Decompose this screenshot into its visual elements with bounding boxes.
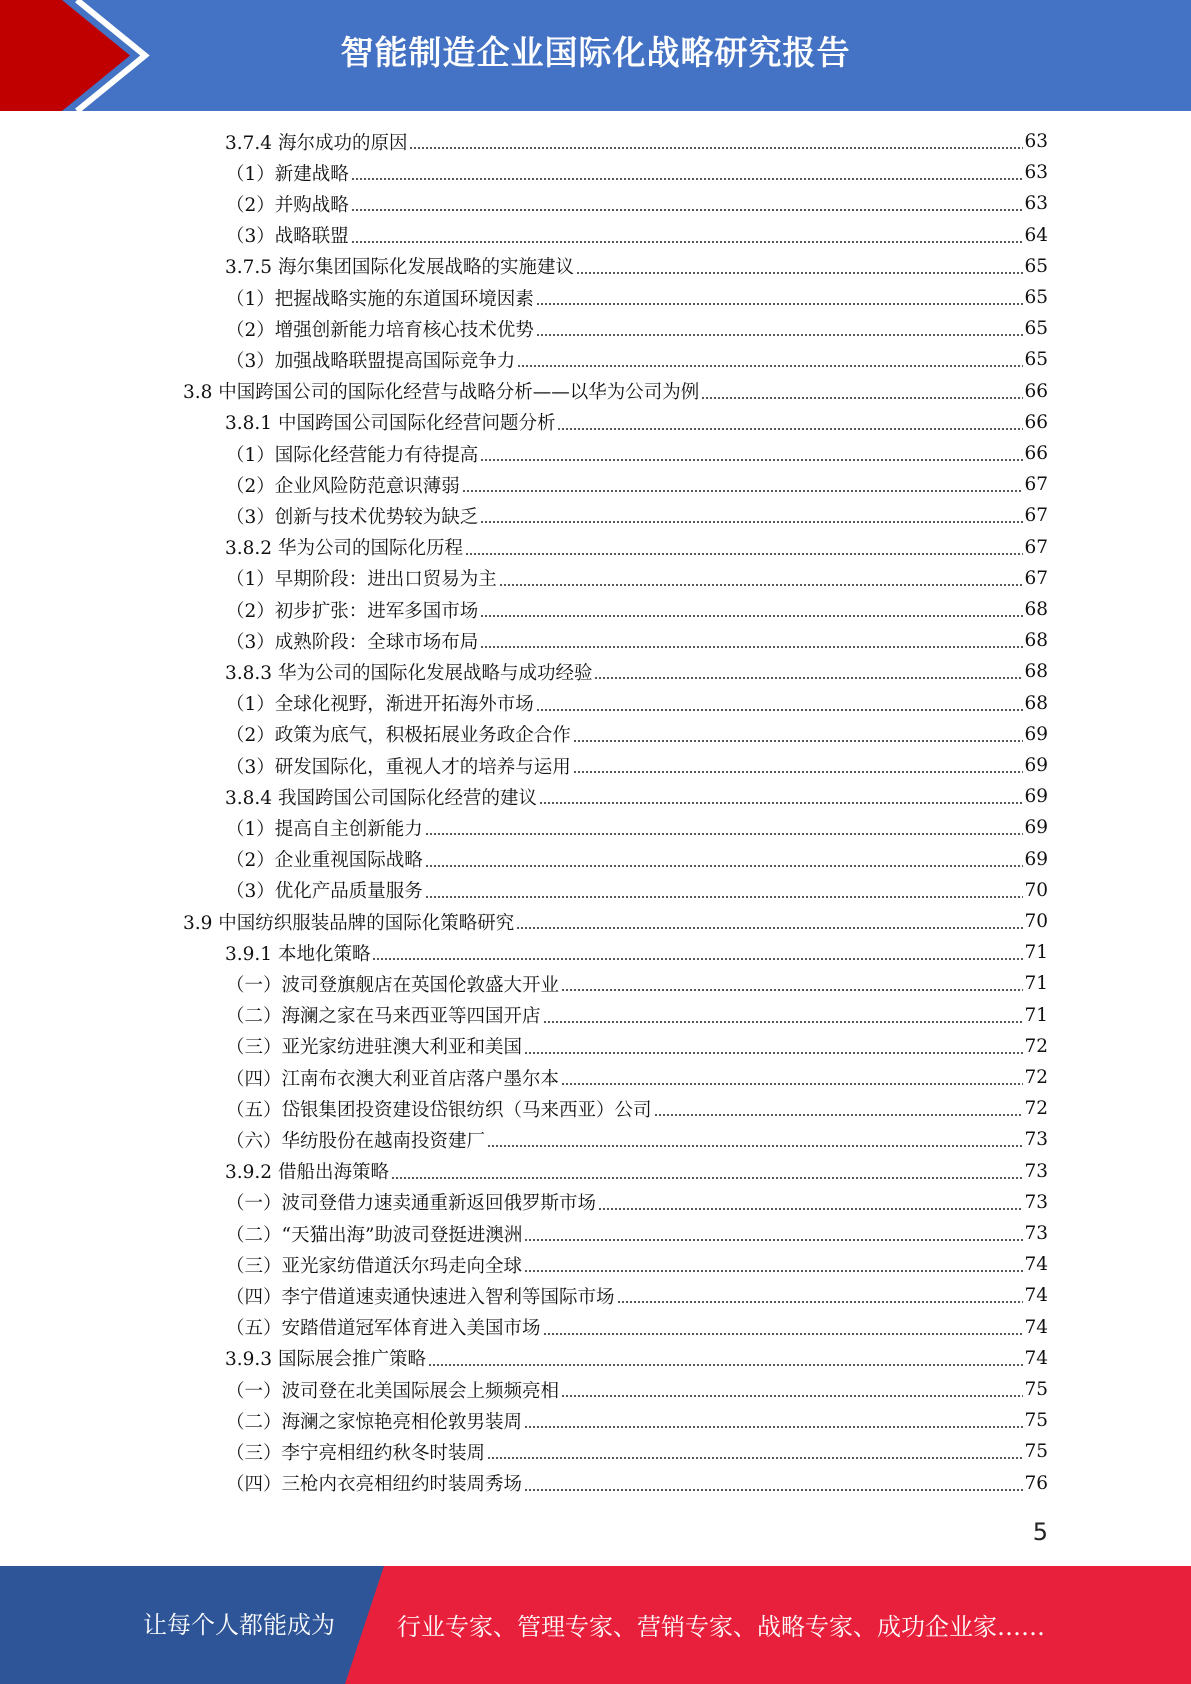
toc-entry-page: 74 <box>1024 1285 1048 1307</box>
toc-entry[interactable] <box>226 594 1048 625</box>
toc-dot-leader <box>573 740 1024 742</box>
toc-entry[interactable] <box>226 1249 1048 1280</box>
toc-entry-label: （四）李宁借道速卖通快速进入智利等国际市场 <box>226 1283 617 1309</box>
toc-dot-leader <box>557 428 1023 430</box>
toc-dot-leader <box>654 1114 1024 1116</box>
toc-dot-leader <box>524 1239 1023 1241</box>
toc-dot-leader <box>617 1301 1024 1303</box>
toc-entry-label: 3.9.2 借船出海策略 <box>225 1158 391 1184</box>
toc-entry-label: （1）新建战略 <box>226 160 351 186</box>
toc-entry-label: （2）初步扩张：进军多国市场 <box>226 597 480 623</box>
toc-entry-page: 67 <box>1024 567 1048 589</box>
toc-entry-page: 72 <box>1024 1035 1048 1057</box>
toc-entry-page: 67 <box>1024 536 1048 558</box>
toc-dot-leader <box>391 1177 1023 1179</box>
toc-entry-label: （二）海澜之家惊艳亮相伦敦男装周 <box>226 1408 524 1434</box>
toc-entry[interactable] <box>226 1218 1048 1249</box>
toc-entry-label: 3.8.2 华为公司的国际化历程 <box>225 534 465 560</box>
toc-entry[interactable] <box>226 1000 1048 1031</box>
toc-entry[interactable] <box>225 937 1048 968</box>
toc-entry-page: 69 <box>1024 723 1048 745</box>
toc-entry-page: 68 <box>1024 630 1048 652</box>
toc-entry[interactable] <box>183 376 1048 407</box>
toc-entry-page: 65 <box>1024 287 1048 308</box>
toc-dot-leader <box>524 1426 1023 1428</box>
toc-entry-page: 63 <box>1024 162 1048 184</box>
toc-entry-label: 3.8.4 我国跨国公司国际化经营的建议 <box>225 784 539 810</box>
toc-entry[interactable] <box>225 1156 1048 1187</box>
toc-entry-label: （3）战略联盟 <box>226 222 351 248</box>
toc-entry-page: 73 <box>1024 1191 1048 1213</box>
toc-entry-page: 70 <box>1024 911 1048 932</box>
toc-entry-page: 70 <box>1024 879 1048 901</box>
toc-dot-leader <box>598 1208 1023 1210</box>
toc-entry-label: （2）增强创新能力培育核心技术优势 <box>226 316 536 342</box>
toc-entry[interactable] <box>226 1187 1048 1218</box>
toc-dot-leader <box>351 178 1024 180</box>
toc-dot-leader <box>539 802 1023 804</box>
toc-entry-page: 69 <box>1024 786 1048 808</box>
footer-banner <box>0 1566 1191 1684</box>
toc-dot-leader <box>536 709 1024 711</box>
toc-entry[interactable] <box>226 625 1048 656</box>
toc-entry-label: （三）亚光家纺借道沃尔玛走向全球 <box>226 1252 524 1278</box>
toc-entry[interactable] <box>226 344 1048 375</box>
toc-entry-page: 66 <box>1024 380 1048 402</box>
toc-entry-label: 3.9.1 本地化策略 <box>225 940 372 966</box>
toc-entry[interactable] <box>225 656 1048 687</box>
toc-entry[interactable] <box>226 1062 1048 1093</box>
toc-entry-page: 69 <box>1024 755 1048 776</box>
toc-entry-page: 68 <box>1024 692 1048 714</box>
toc-dot-leader <box>516 927 1023 929</box>
toc-dot-leader <box>701 397 1023 399</box>
toc-dot-leader <box>524 1270 1023 1272</box>
toc-entry-label: （3）研发国际化，重视人才的培养与运用 <box>226 753 573 779</box>
toc-entry-page: 73 <box>1024 1160 1048 1182</box>
toc-dot-leader <box>594 677 1023 679</box>
toc-entry-page: 74 <box>1024 1254 1048 1276</box>
toc-entry[interactable] <box>226 220 1048 251</box>
toc-entry-label: （1）把握战略实施的东道国环境因素 <box>226 285 536 311</box>
toc-entry[interactable] <box>226 282 1048 313</box>
toc-entry-label: （五）岱银集团投资建设岱银纺织（马来西亚）公司 <box>226 1096 654 1122</box>
toc-entry-page: 71 <box>1024 1004 1048 1026</box>
toc-entry-label: （三）亚光家纺进驻澳大利亚和美国 <box>226 1033 524 1059</box>
toc-dot-leader <box>536 303 1024 305</box>
toc-entry[interactable] <box>226 1405 1048 1436</box>
toc-entry[interactable] <box>226 1312 1048 1343</box>
toc-entry-page: 74 <box>1024 1316 1048 1338</box>
toc-entry-page: 63 <box>1024 193 1048 215</box>
toc-entry-page: 71 <box>1024 973 1048 995</box>
footer-slogan-right: 行业专家、管理专家、营销专家、战略专家、成功企业家…… <box>397 1613 1045 1641</box>
toc-entry[interactable] <box>226 469 1048 500</box>
toc-entry-label: （1）国际化经营能力有待提高 <box>226 441 480 467</box>
toc-entry-page: 76 <box>1024 1472 1048 1494</box>
toc-entry-label: 3.9 中国纺织服装品牌的国际化策略研究 <box>183 909 516 935</box>
toc-dot-leader <box>517 365 1023 367</box>
toc-entry[interactable] <box>226 688 1048 719</box>
toc-entry-label: （二）“天猫出海”助波司登挺进澳洲 <box>226 1221 524 1247</box>
toc-entry-label: （二）海澜之家在马来西亚等四国开店 <box>226 1002 543 1028</box>
toc-entry-page: 75 <box>1024 1441 1048 1463</box>
toc-entry[interactable] <box>183 906 1048 937</box>
toc-entry[interactable] <box>226 563 1048 594</box>
toc-entry[interactable] <box>225 1343 1048 1374</box>
toc-dot-leader <box>561 1395 1023 1397</box>
toc-dot-leader <box>543 1021 1024 1023</box>
toc-dot-leader <box>487 1457 1023 1459</box>
page-number: 5 <box>1032 1518 1048 1546</box>
toc-entry[interactable] <box>225 532 1048 563</box>
toc-entry-page: 68 <box>1024 661 1048 683</box>
toc-dot-leader <box>524 1052 1023 1054</box>
toc-dot-leader <box>499 584 1024 586</box>
toc-entry-page: 73 <box>1024 1223 1048 1244</box>
toc-entry-label: （2）企业重视国际战略 <box>226 846 425 872</box>
toc-entry-label: （1）早期阶段：进出口贸易为主 <box>226 565 499 591</box>
toc-entry[interactable] <box>226 719 1048 750</box>
toc-entry-label: （五）安踏借道冠军体育进入美国市场 <box>226 1314 543 1340</box>
toc-entry-page: 66 <box>1024 443 1048 464</box>
footer-slogan-left: 让每个人都能成为 <box>143 1611 335 1639</box>
toc-entry-page: 65 <box>1024 318 1048 340</box>
toc-entry-page: 67 <box>1024 474 1048 496</box>
toc-entry[interactable] <box>226 1093 1048 1124</box>
toc-dot-leader <box>480 646 1023 648</box>
toc-dot-leader <box>425 896 1024 898</box>
toc-dot-leader <box>351 209 1024 211</box>
toc-dot-leader <box>425 865 1024 867</box>
toc-dot-leader <box>536 334 1024 336</box>
toc-entry[interactable] <box>226 1468 1048 1499</box>
toc-entry[interactable] <box>226 1374 1048 1405</box>
toc-entry-label: （3）优化产品质量服务 <box>226 877 425 903</box>
toc-entry-label: 3.8.1 中国跨国公司国际化经营问题分析 <box>225 409 557 435</box>
toc-entry[interactable] <box>226 1280 1048 1311</box>
toc-entry-label: 3.7.5 海尔集团国际化发展战略的实施建议 <box>225 253 576 279</box>
toc-entry-label: （2）政策为底气，积极拓展业务政企合作 <box>226 721 573 747</box>
toc-dot-leader <box>351 241 1024 243</box>
toc-dot-leader <box>480 459 1023 461</box>
header-banner <box>0 0 1191 111</box>
toc-dot-leader <box>409 147 1023 149</box>
toc-entry[interactable] <box>226 875 1048 906</box>
toc-entry-label: （3）成熟阶段：全球市场布局 <box>226 628 480 654</box>
toc-entry[interactable] <box>226 750 1048 781</box>
toc-entry-page: 68 <box>1024 599 1048 620</box>
toc-entry-page: 75 <box>1024 1379 1048 1400</box>
toc-dot-leader <box>480 615 1023 617</box>
toc-dot-leader <box>462 490 1024 492</box>
toc-dot-leader <box>524 1489 1023 1491</box>
toc-entry[interactable] <box>226 1436 1048 1467</box>
toc-entry-label: （六）华纺股份在越南投资建厂 <box>226 1127 487 1153</box>
toc-dot-leader <box>465 553 1023 555</box>
toc-entry[interactable] <box>226 812 1048 843</box>
toc-entry-page: 69 <box>1024 848 1048 870</box>
toc-entry-label: （一）波司登在北美国际展会上频频亮相 <box>226 1377 561 1403</box>
toc-dot-leader <box>573 771 1024 773</box>
toc-entry-page: 63 <box>1024 131 1048 152</box>
toc-dot-leader <box>428 1364 1023 1366</box>
toc-dot-leader <box>561 1083 1023 1085</box>
toc-entry-label: （2）并购战略 <box>226 191 351 217</box>
toc-entry-label: 3.7.4 海尔成功的原因 <box>225 129 409 155</box>
toc-entry-page: 75 <box>1024 1410 1048 1432</box>
toc-dot-leader <box>487 1145 1023 1147</box>
toc-entry-label: （1）提高自主创新能力 <box>226 815 425 841</box>
toc-entry[interactable] <box>225 407 1048 438</box>
toc-dot-leader <box>372 958 1023 960</box>
toc-dot-leader <box>543 1333 1024 1335</box>
toc-entry-label: （2）企业风险防范意识薄弱 <box>226 472 462 498</box>
toc-entry-page: 67 <box>1024 505 1048 527</box>
toc-entry-page: 64 <box>1024 224 1048 246</box>
toc-entry-label: （一）波司登旗舰店在英国伦敦盛大开业 <box>226 971 561 997</box>
toc-entry-label: （四）三枪内衣亮相纽约时装周秀场 <box>226 1470 524 1496</box>
toc-entry-page: 65 <box>1024 255 1048 277</box>
toc-entry-page: 72 <box>1024 1067 1048 1088</box>
toc-entry-label: 3.8.3 华为公司的国际化发展战略与成功经验 <box>225 659 594 685</box>
toc-entry[interactable] <box>225 781 1048 812</box>
report-title: 智能制造企业国际化战略研究报告 <box>340 33 851 72</box>
toc-entry-page: 66 <box>1024 411 1048 433</box>
toc-entry[interactable] <box>225 251 1048 282</box>
toc-entry[interactable] <box>226 1124 1048 1155</box>
toc-entry[interactable] <box>226 188 1048 219</box>
toc-entry-page: 69 <box>1024 817 1048 839</box>
toc-entry[interactable] <box>226 157 1048 188</box>
toc-entry-label: （一）波司登借力速卖通重新返回俄罗斯市场 <box>226 1189 598 1215</box>
toc-entry[interactable] <box>226 968 1048 999</box>
toc-entry-page: 74 <box>1024 1347 1048 1369</box>
toc-entry-page: 72 <box>1024 1098 1048 1120</box>
toc-dot-leader <box>561 989 1023 991</box>
toc-entry-label: 3.9.3 国际展会推广策略 <box>225 1345 428 1371</box>
toc-entry-page: 73 <box>1024 1129 1048 1151</box>
toc-entry[interactable] <box>225 126 1048 157</box>
toc-entry[interactable] <box>226 313 1048 344</box>
toc-entry-label: （3）创新与技术优势较为缺乏 <box>226 503 480 529</box>
toc-entry[interactable] <box>226 844 1048 875</box>
toc-dot-leader <box>576 272 1023 274</box>
toc-entry[interactable] <box>226 1031 1048 1062</box>
toc-entry[interactable] <box>226 438 1048 469</box>
toc-entry-label: （3）加强战略联盟提高国际竞争力 <box>226 347 517 373</box>
toc-entry[interactable] <box>226 500 1048 531</box>
toc-entry-page: 71 <box>1024 942 1048 964</box>
toc-dot-leader <box>480 521 1023 523</box>
toc-entry-label: （1）全球化视野，渐进开拓海外市场 <box>226 690 536 716</box>
toc-entry-label: （四）江南布衣澳大利亚首店落户墨尔本 <box>226 1065 561 1091</box>
toc-entry-label: （三）李宁亮相纽约秋冬时装周 <box>226 1439 487 1465</box>
toc-entry-page: 65 <box>1024 349 1048 371</box>
toc-entry-label: 3.8 中国跨国公司的国际化经营与战略分析——以华为公司为例 <box>183 378 701 404</box>
toc-dot-leader <box>425 833 1024 835</box>
